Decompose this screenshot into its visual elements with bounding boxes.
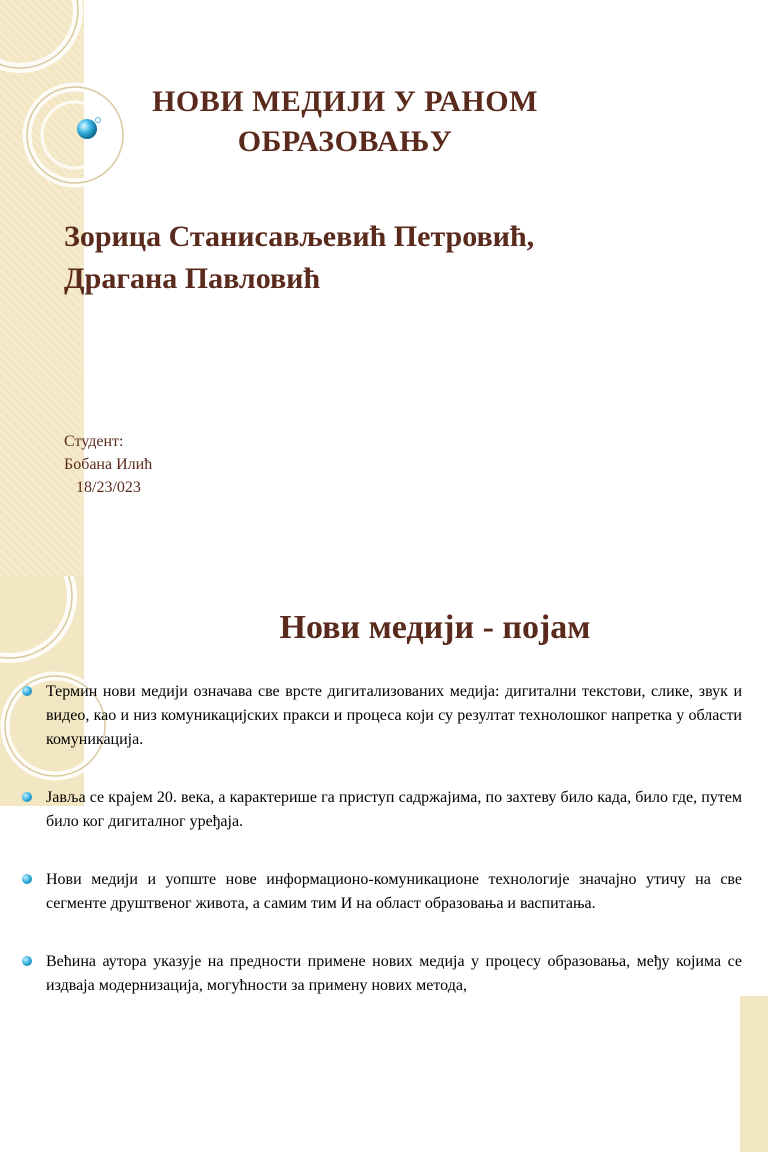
student-index: 18/23/023 bbox=[76, 479, 141, 496]
list-item: Јавља се крајем 20. века, а карактерише га приступ садржајима, по захтеву било када, било где, путем било ког дигиталног уређаја. bbox=[46, 786, 742, 834]
bullet-icon bbox=[22, 956, 32, 966]
bullet-icon bbox=[22, 686, 32, 696]
presentation-title: НОВИ МЕДИЈИ У РАНОМ ОБРАЗОВАЊУ bbox=[152, 85, 538, 158]
bullet-list bbox=[46, 680, 742, 1032]
student-name: Бобана Илић bbox=[64, 456, 153, 473]
content-slide bbox=[0, 576, 768, 1152]
student-info bbox=[64, 430, 152, 499]
list-item: Термин нови медији означава све врсте дигитализованих медија: дигитални текстови, слике, звук и видео, као и низ комуникацијских пракси и процеса који су резултат технолошког напретка у области комуникација. bbox=[46, 680, 742, 752]
list-item: Нови медији и уопште нове информационо-комуникационе технологије значајно утичу на све сегменте друштвеног живота, а самим тим И на област образовања и васпитања. bbox=[46, 868, 742, 916]
bullet-icon bbox=[22, 792, 32, 802]
slide-title: Нови медији - појам bbox=[279, 609, 591, 646]
author-line-1: Зорица Станисављевић Петровић, bbox=[64, 220, 535, 253]
list-item: Већина аутора указује на предности примене нових медија у процесу образовања, међу којима се издваја модернизација, могућности за примену нових метода, bbox=[46, 950, 742, 998]
student-label: Студент: bbox=[64, 433, 124, 450]
author-line-2: Драгана Павловић bbox=[64, 262, 321, 295]
authors bbox=[64, 216, 704, 300]
bullet-icon bbox=[22, 874, 32, 884]
